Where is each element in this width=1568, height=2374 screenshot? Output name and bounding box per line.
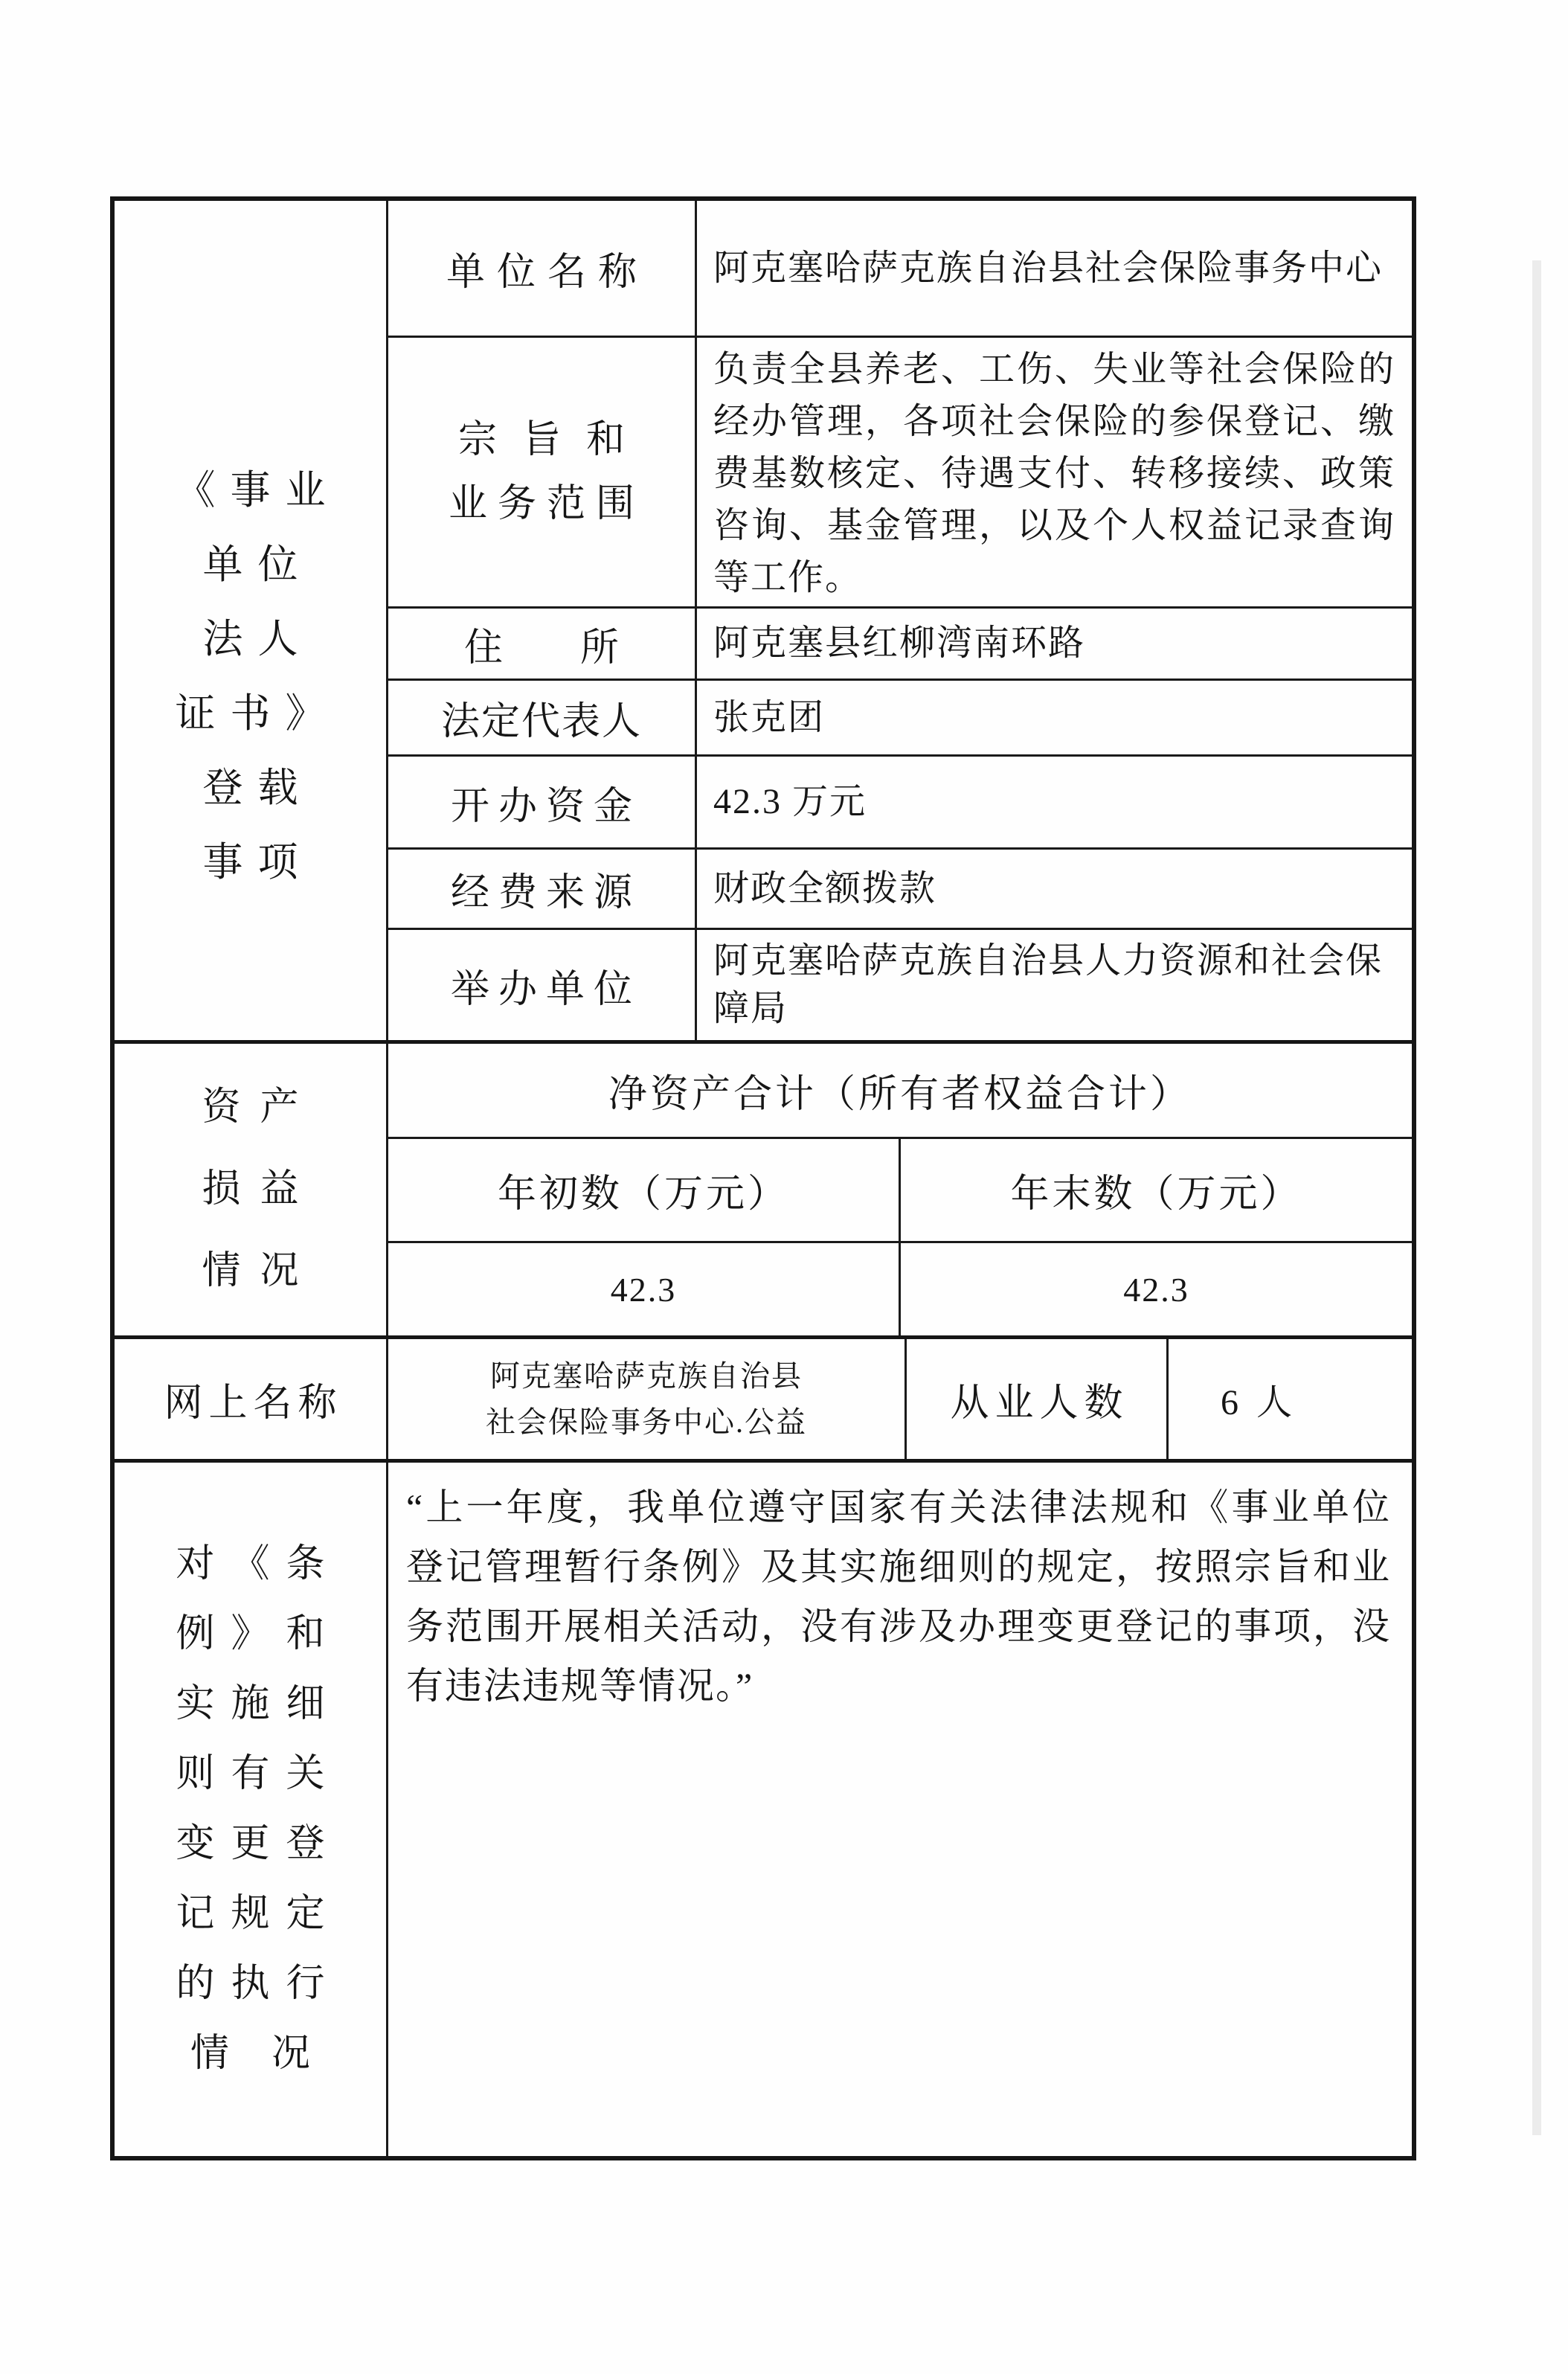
side-label-line: 情况 [202, 1250, 318, 1292]
side-label-line: 记规定 [176, 1893, 341, 1935]
online-name-label: 网上名称 [115, 1339, 388, 1459]
assets-value-row [388, 1243, 1412, 1335]
registration-table [110, 196, 1416, 2160]
funding-source-value: 财政全额拨款 [713, 868, 937, 908]
scan-artifact-strip [1532, 260, 1541, 2135]
assets-header-row [388, 1139, 1412, 1243]
purpose-value: 负责全县养老、工伤、失业等社会保险的经办管理，各项社会保险的参保登记、缴费基数核定、待遇支付、转移接续、政策咨询、基金管理，以及个人权益记录查询等工作。 [713, 350, 1395, 597]
row-opening-capital [388, 757, 1412, 850]
side-label-line: 单位 [202, 542, 313, 587]
organizer-value: 阿克塞哈萨克族自治县人力资源和社会保障局 [713, 941, 1384, 1028]
compliance-side-label [115, 1463, 388, 2156]
side-label-line: 登载 [202, 766, 313, 810]
unit-name-value: 阿克塞哈萨克族自治县社会保险事务中心 [713, 248, 1384, 288]
opening-capital-label: 开办资金 [388, 757, 697, 847]
compliance-section [115, 1463, 1412, 2156]
purpose-label-line: 宗旨和 [457, 418, 650, 461]
row-legal-representative [388, 681, 1412, 757]
side-label-line: 情 况 [190, 2033, 327, 2075]
address-value: 阿克塞县红柳湾南环路 [713, 623, 1086, 663]
unit-name-label: 单位名称 [388, 201, 697, 336]
row-unit-name [388, 201, 1412, 338]
side-label-line: 对《条 [176, 1543, 341, 1585]
online-name-line: 社会保险事务中心.公益 [486, 1405, 807, 1439]
legal-representative-label: 法定代表人 [388, 681, 697, 754]
begin-year-value: 42.3 [388, 1243, 901, 1335]
online-name-section [115, 1339, 1412, 1463]
certificate-section [115, 201, 1412, 1044]
purpose-label-line: 业务范围 [448, 482, 645, 525]
certificate-side-label [115, 201, 388, 1040]
side-label-line: 法人 [202, 617, 313, 661]
end-year-header: 年末数（万元） [1010, 1173, 1302, 1216]
organizer-label: 举办单位 [388, 930, 697, 1040]
funding-source-label: 经费来源 [388, 850, 697, 928]
compliance-statement: “上一年度，我单位遵守国家有关法律法规和《事业单位登记管理暂行条例》及其实施细则的规定，按照宗旨和业务范围开展相关活动，没有涉及办理变更登记的事项，没有违法违规等情况。” [406, 1486, 1391, 1707]
net-assets-title: 净资产合计（所有者权益合计） [388, 1044, 1412, 1139]
assets-side-label [115, 1044, 388, 1335]
side-label-line: 的执行 [176, 1963, 341, 2005]
side-label-line: 事项 [202, 840, 313, 885]
online-name-line: 阿克塞哈萨克族自治县 [490, 1358, 803, 1393]
address-label: 住 所 [388, 609, 697, 678]
row-address [388, 609, 1412, 681]
side-label-line: 变更登 [176, 1823, 341, 1865]
side-label-line: 例》和 [176, 1613, 341, 1655]
side-label-line: 资产 [202, 1086, 318, 1129]
begin-year-header: 年初数（万元） [388, 1139, 901, 1241]
online-name-value [388, 1339, 907, 1459]
row-organizer [388, 930, 1412, 1040]
purpose-label [388, 338, 697, 606]
side-label-line: 实施细 [176, 1683, 341, 1725]
side-label-line: 证书》 [175, 691, 341, 736]
certificate-rows [388, 201, 1412, 1040]
staff-count-value: 6 人 [1221, 1383, 1297, 1422]
legal-representative-value: 张克团 [713, 697, 826, 737]
opening-capital-value: 42.3 万元 [713, 782, 867, 821]
certificate-side-label-lines [161, 453, 341, 899]
side-label-line: 《事业 [175, 468, 341, 513]
assets-section [115, 1044, 1412, 1339]
side-label-line: 则有关 [176, 1753, 341, 1795]
row-purpose [388, 338, 1412, 609]
staff-count-label: 从业人数 [907, 1339, 1169, 1459]
row-funding-source [388, 850, 1412, 930]
side-label-line: 损益 [202, 1168, 318, 1210]
end-year-value: 42.3 [1123, 1270, 1189, 1309]
